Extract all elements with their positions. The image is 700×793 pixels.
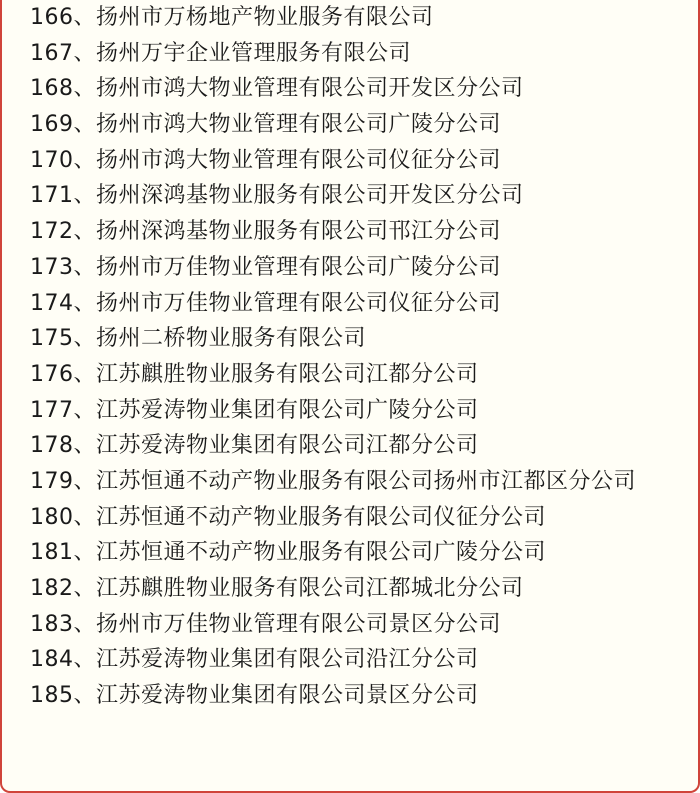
list-item: 180、江苏恒通不动产物业服务有限公司仪征分公司 — [30, 504, 546, 530]
list-item: 183、扬州市万佳物业管理有限公司景区分公司 — [30, 611, 501, 637]
list-item: 178、江苏爱涛物业集团有限公司江都分公司 — [30, 433, 479, 459]
list-item: 167、扬州万宇企业管理服务有限公司 — [30, 40, 411, 66]
list-item: 182、江苏麒胜物业服务有限公司江都城北分公司 — [30, 576, 524, 602]
list-item: 173、扬州市万佳物业管理有限公司广陵分公司 — [30, 254, 501, 280]
list-item: 170、扬州市鸿大物业管理有限公司仪征分公司 — [30, 147, 501, 173]
list-item: 168、扬州市鸿大物业管理有限公司开发区分公司 — [30, 76, 524, 102]
list-item: 175、扬州二桥物业服务有限公司 — [30, 326, 366, 352]
list-item: 184、江苏爱涛物业集团有限公司沿江分公司 — [30, 647, 479, 673]
list-item: 177、江苏爱涛物业集团有限公司广陵分公司 — [30, 397, 479, 423]
list-item: 166、扬州市万杨地产物业服务有限公司 — [30, 5, 434, 30]
list-item: 176、江苏麒胜物业服务有限公司江都分公司 — [30, 361, 479, 387]
list-item: 174、扬州市万佳物业管理有限公司仪征分公司 — [30, 290, 501, 316]
list-item: 179、江苏恒通不动产物业服务有限公司扬州市江都区分公司 — [30, 468, 636, 494]
list-item: 181、江苏恒通不动产物业服务有限公司广陵分公司 — [30, 540, 546, 566]
company-list — [30, 0, 670, 714]
list-item: 171、扬州深鸿基物业服务有限公司开发区分公司 — [30, 183, 524, 209]
list-item: 172、扬州深鸿基物业服务有限公司邗江分公司 — [30, 219, 501, 245]
list-item: 169、扬州市鸿大物业管理有限公司广陵分公司 — [30, 112, 501, 138]
list-item: 185、江苏爱涛物业集团有限公司景区分公司 — [30, 683, 479, 709]
